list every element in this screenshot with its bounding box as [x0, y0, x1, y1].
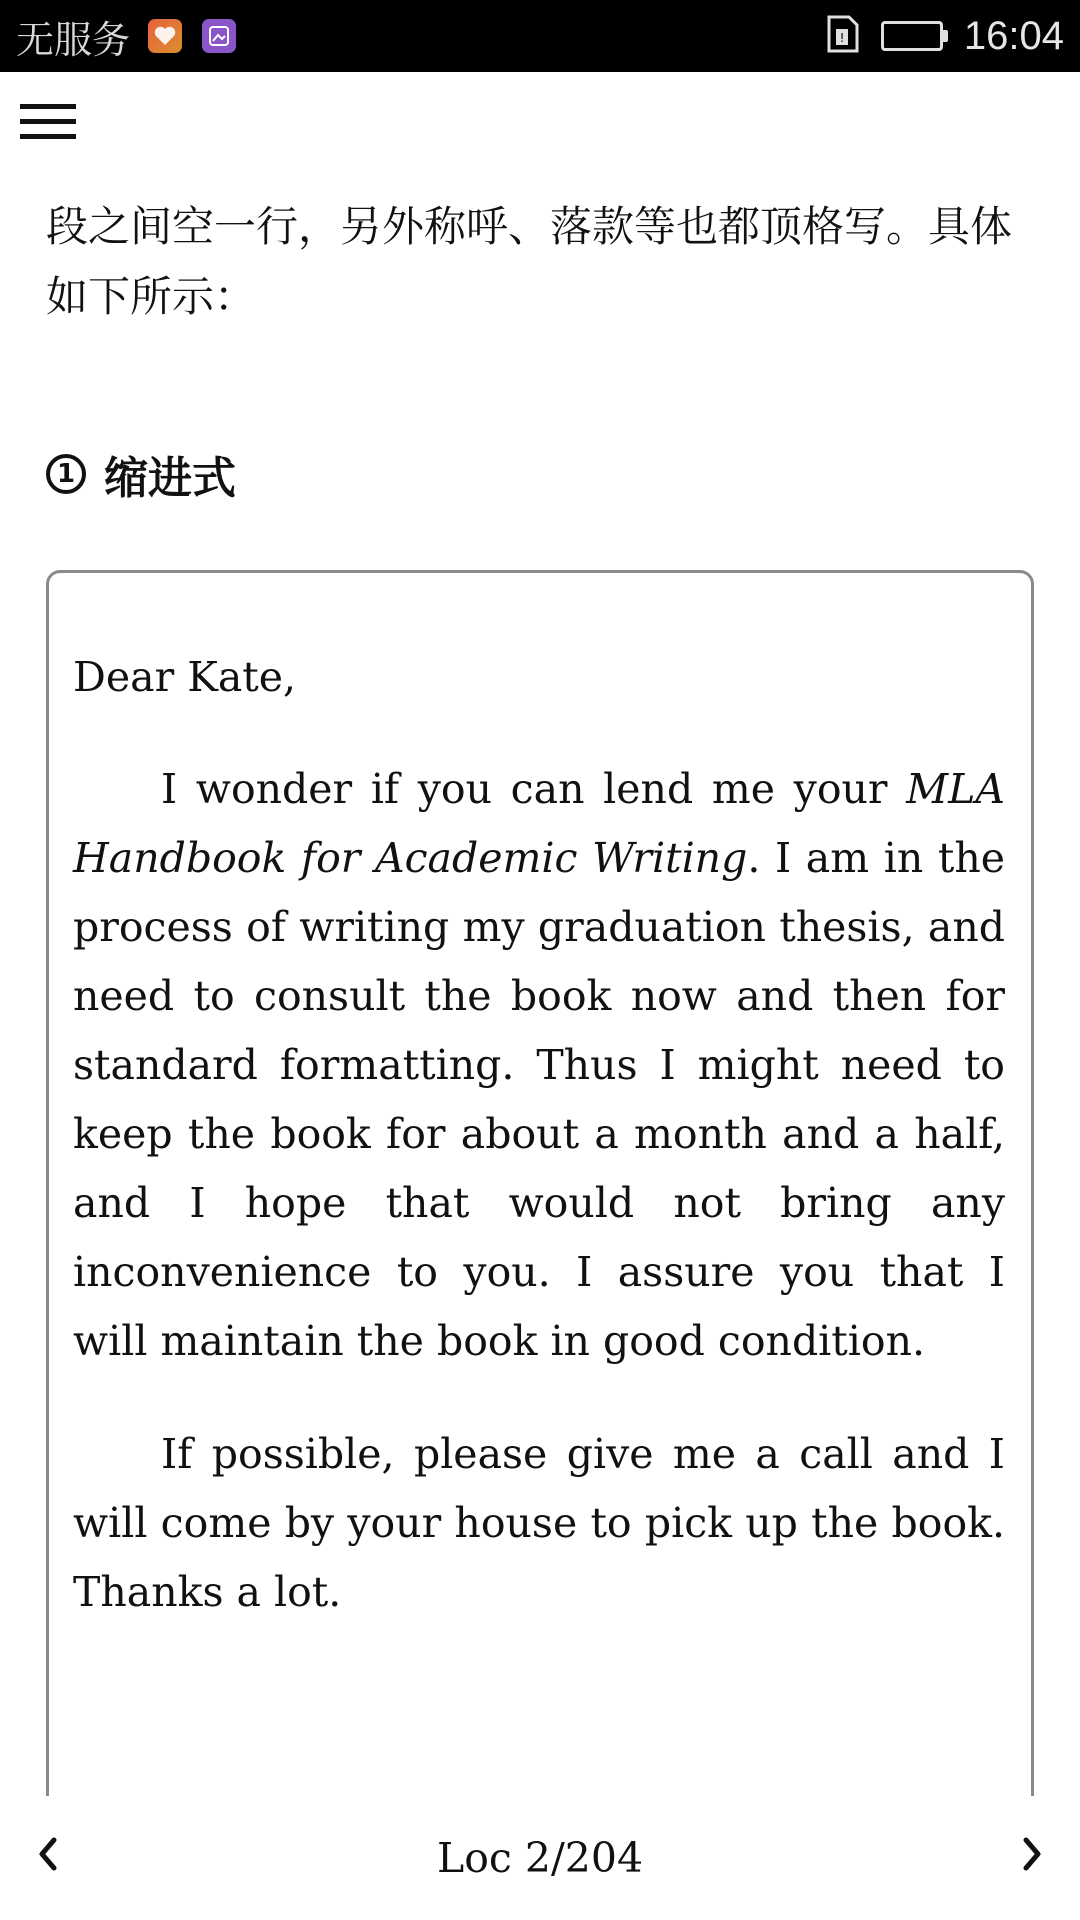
next-page-button[interactable]: [1000, 1824, 1060, 1884]
intro-paragraph: 段之间空一行，另外称呼、落款等也都顶格写。具体如下所示：: [46, 202, 1013, 321]
previous-page-button[interactable]: [20, 1824, 80, 1884]
chevron-right-icon: [1000, 1824, 1060, 1884]
letter-paragraph-2: If possible, please give me a call and I will come by your house to pick up the book. Thanks a lot.: [73, 1430, 1005, 1616]
letter-example-box: [46, 570, 1034, 1920]
health-app-icon: [148, 19, 182, 53]
chevron-left-icon: [20, 1824, 80, 1884]
reader-content: [46, 192, 1036, 506]
svg-text:!: !: [839, 31, 845, 45]
clock: 16:04: [963, 13, 1064, 58]
menu-icon[interactable]: [20, 104, 76, 144]
status-bar: [0, 0, 1080, 72]
section-number: 1: [46, 454, 86, 494]
letter-paragraph-1: I wonder if you can lend me your MLA Handbook for Academic Writing. I am in the process of writing my graduation thesis, and need to consult the book now and then for standard formatting. Thus I might need to keep the book for about a month and a half, and I hope that would not bring any inconvenience to you. I assure you that I will maintain the book in good condition.: [73, 765, 1005, 1365]
letter-salutation: Dear Kate,: [73, 653, 297, 701]
sim-icon: [825, 15, 859, 57]
section-heading: [46, 442, 1036, 506]
section-title: 缩进式: [104, 453, 236, 504]
battery-charging-icon: [881, 21, 948, 51]
gallery-app-icon: [202, 19, 236, 53]
book-title: MLA Handbook for Academic Writing: [73, 765, 1005, 882]
carrier-label: 无服务: [16, 17, 131, 62]
location-indicator: Loc 2/204: [436, 1834, 644, 1882]
status-right: [825, 14, 1064, 59]
bottom-navigation: [0, 1796, 1080, 1920]
